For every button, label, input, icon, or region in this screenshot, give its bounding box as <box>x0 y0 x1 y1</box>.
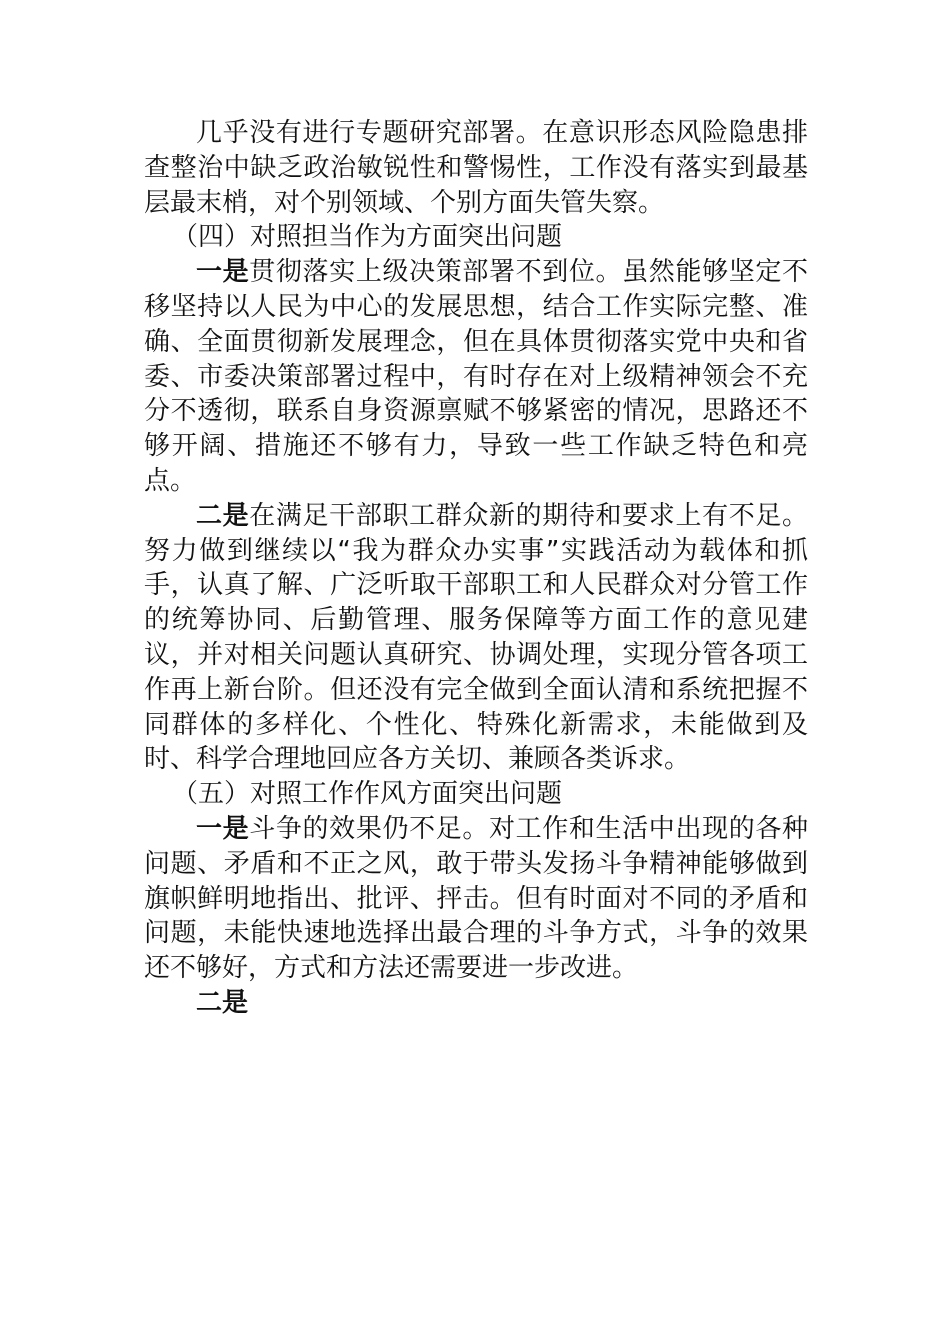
section-heading-5: （五）对照工作作风方面突出问题 <box>172 779 563 810</box>
paragraph-point-2-section-4 <box>144 499 808 777</box>
paragraph-point-1-section-4 <box>144 255 808 499</box>
document-page <box>144 116 808 1021</box>
point-text: 斗争的效果仍不足。对工作和生活中出现的各种问题、矛盾和不正之风，敢于带头发扬斗争精神能够做到旗帜鲜明地指出、批评、抨击。但有时面对不同的矛盾和问题，未能快速地选择出最合理的斗争方式，斗争的效果还不够好，方式和方法还需要进一步改进。 <box>144 813 808 984</box>
section-heading-4: （四）对照担当作为方面突出问题 <box>172 222 563 253</box>
point-text: 贯彻落实上级决策部署不到位。虽然能够坚定不移坚持以人民为中心的发展思想，结合工作实际完整、准确、全面贯彻新发展理念，但在具体贯彻落实党中央和省委、市委决策部署过程中，有时存在对上级精神领会不充分不透彻，联系自身资源禀赋不够紧密的情况，思路还不够开阔、措施还不够有力，导致一些工作缺乏特色和亮点。 <box>144 257 808 496</box>
point-text: 在满足干部职工群众新的期待和要求上有不足。努力做到继续以“我为群众办实事”实践活动为载体和抓手，认真了解、广泛听取干部职工和人民群众对分管工作的统筹协同、后勤管理、服务保障等方面工作的意见建议，并对相关问题认真研究、协调处理，实现分管各项工作再上新台阶。但还没有完全做到全面认清和系统把握不同群体的多样化、个性化、特殊化新需求，未能做到及时、科学合理地回应各方关切、兼顾各类诉求。 <box>144 500 808 775</box>
paragraph-ideology-risk: 几乎没有进行专题研究部署。在意识形态风险隐患排查整治中缺乏政治敏锐性和警惕性，工作没有落实到最基层最末梢，对个别领域、个别方面失管失察。 <box>144 118 808 218</box>
paragraph-point-2-section-5 <box>144 986 808 1021</box>
point-lead: 二是 <box>196 987 249 1018</box>
point-lead: 一是 <box>196 257 250 288</box>
paragraph-point-1-section-5 <box>144 812 808 986</box>
point-lead: 一是 <box>196 813 250 844</box>
point-lead: 二是 <box>196 500 250 531</box>
